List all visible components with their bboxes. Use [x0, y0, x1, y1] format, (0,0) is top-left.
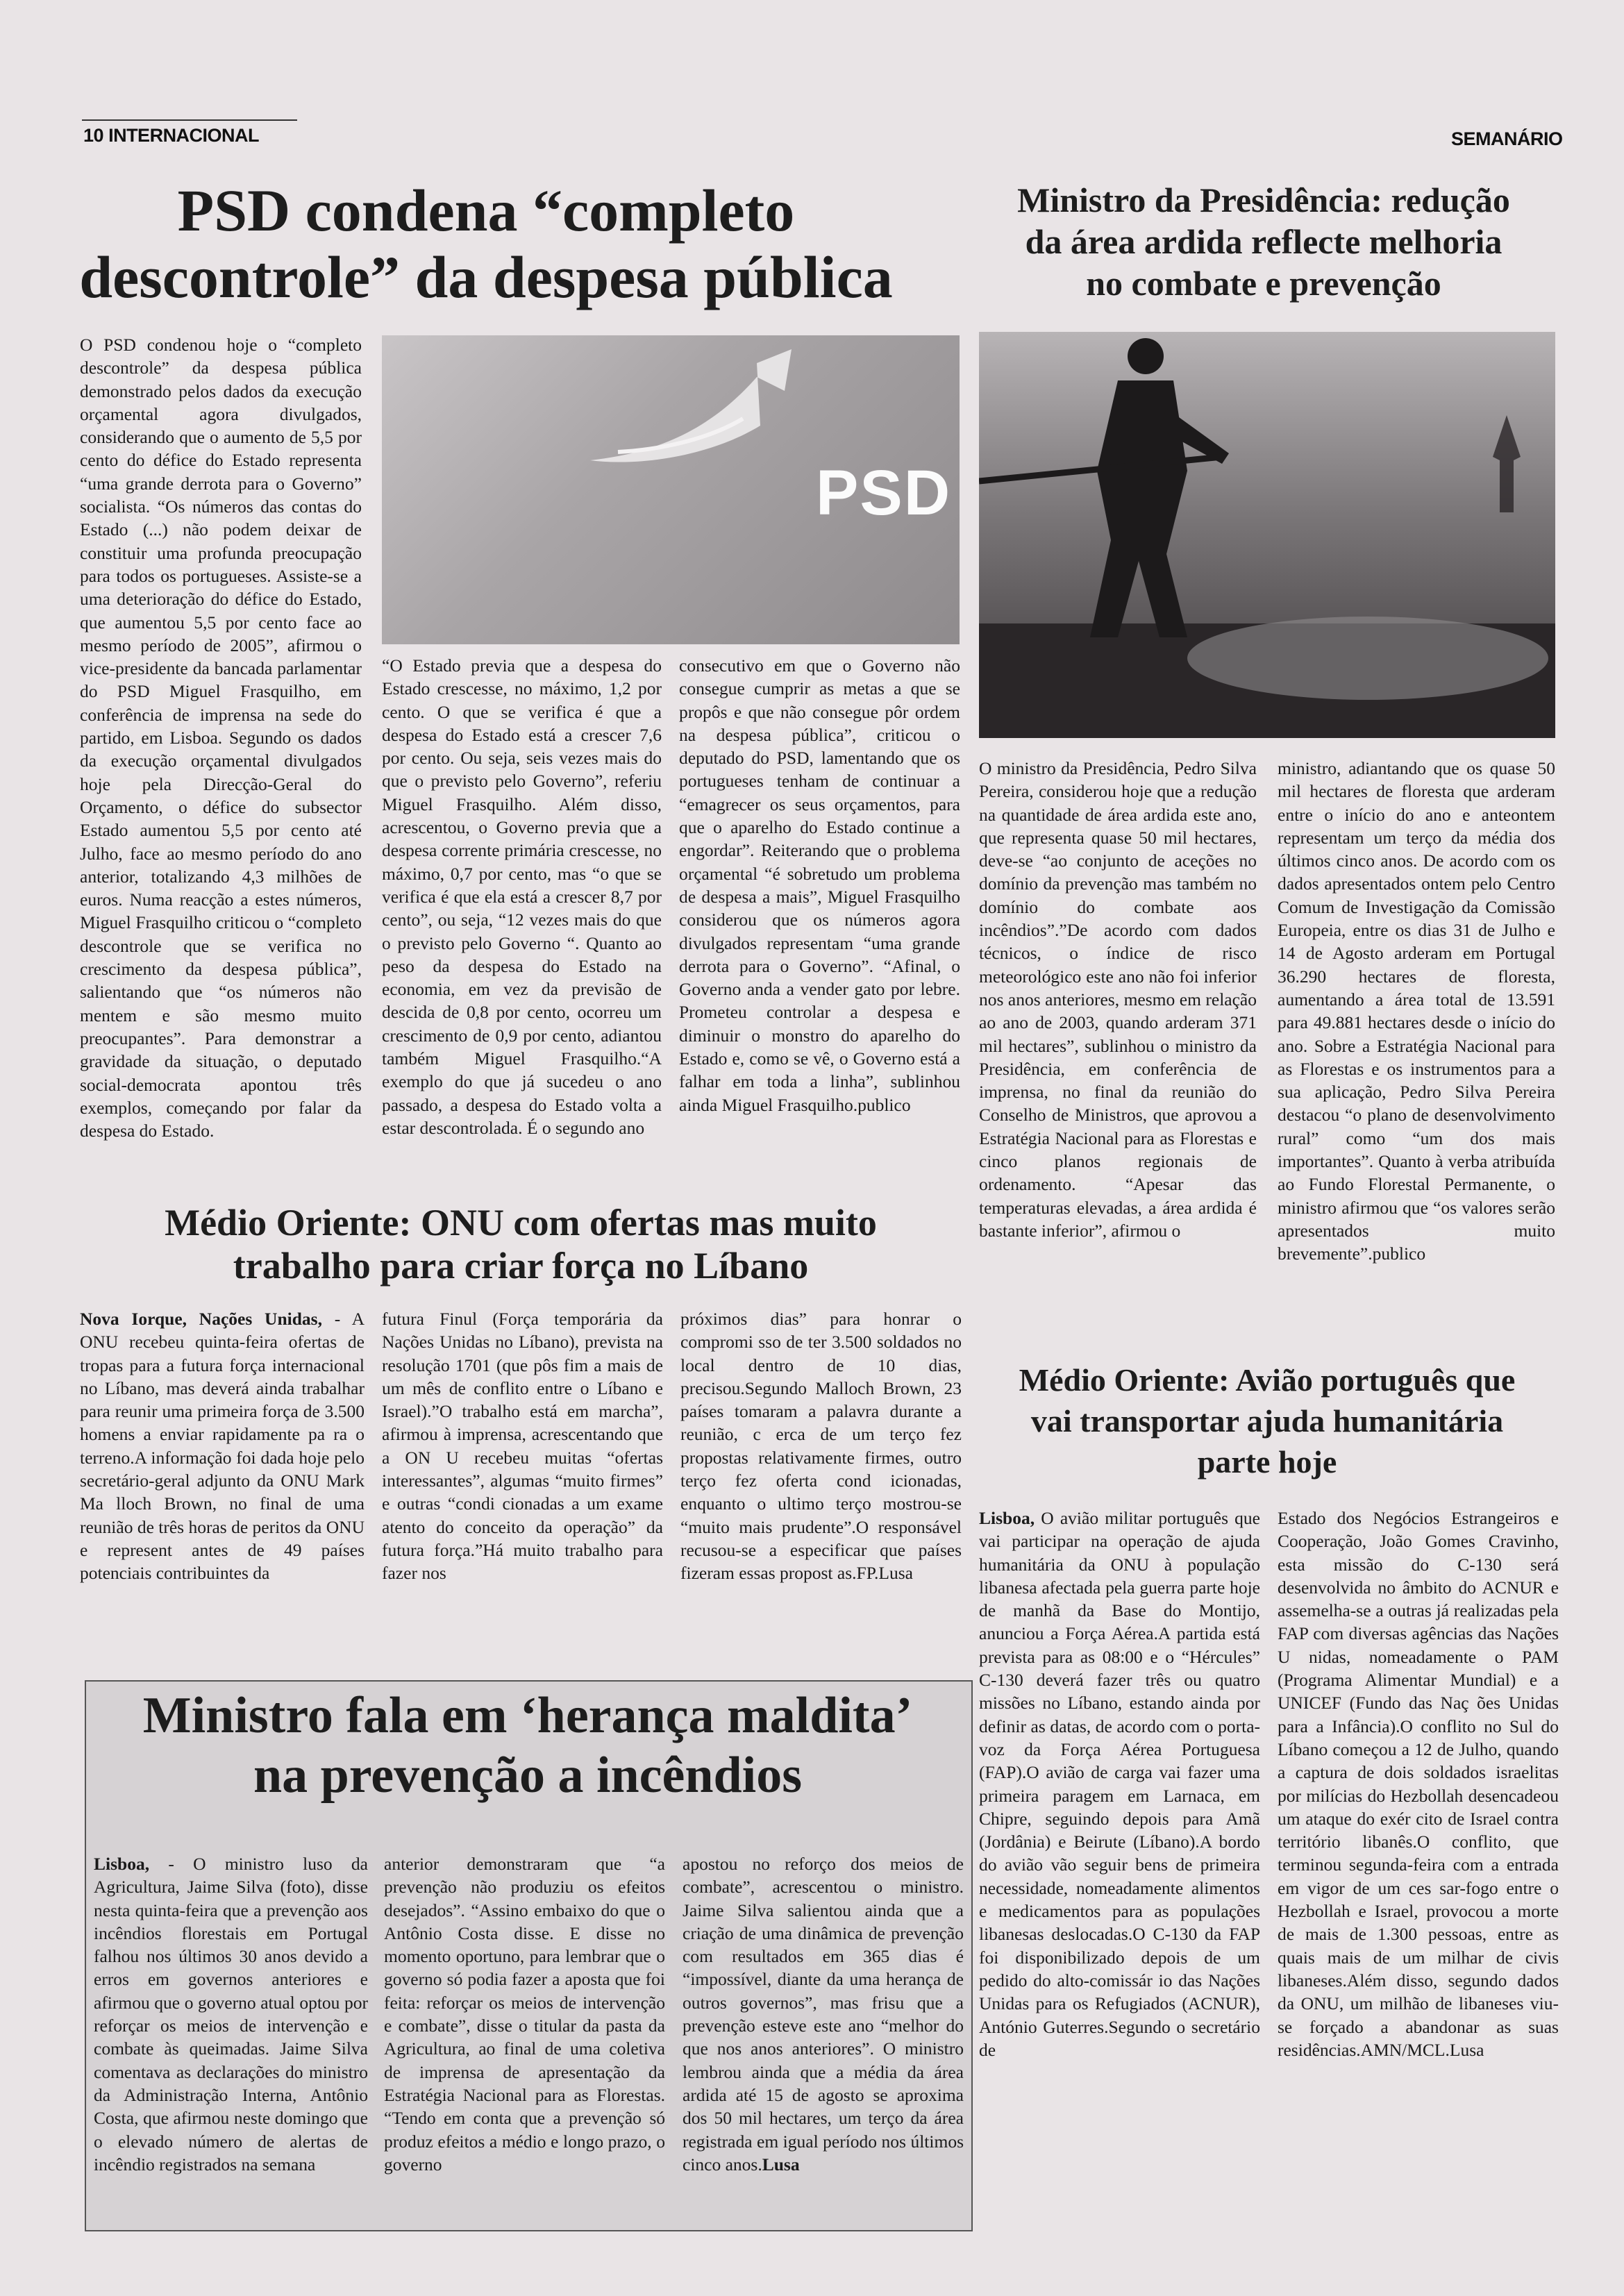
aviao-column-2: Estado dos Negócios Estrangeiros e Cooperação, João Gomes Cravinho, esta missão do C-130 será desenvolvida no âmbito do ACNUR e assemelha-se a outras já realizadas pela FAP com diversas agências das Nações U nidas, nomeadamente o PAM (Programa Alimentar Mundial) e a UNICEF (Fundo das Naç ões Unidas para a Infância).O conflito no Sul do Líbano começou a 12 de Julho, quando a captura de dois soldados israelitas por milícias do Hezbollah desencadeou um ataque do exér cito de Israel contra território libanês.O conflito, que terminou segunda-feira com a entrada em vigor de um ces sar-fogo entre o Hezbollah e Israel, provocou a morte de mais de 1.300 pessoas, entre as quais mais de um milhar de civis libaneses.Além disso, segundo dados da ONU, um milhão de libaneses viu-se forçado a abandonar as suas residências.AMN/MCL.Lusa [1278, 1508, 1559, 2060]
publication-name: SEMANÁRIO [1451, 128, 1563, 149]
aviao-headline: Médio Oriente: Avião português que vai transportar ajuda humanitária parte hoje [1019, 1362, 1516, 1480]
heranca-signoff: Lusa [762, 2154, 800, 2175]
page-number: 10 [83, 125, 104, 146]
heranca-headline: Ministro fala em ‘herança maldita’ na prevenção a incêndios [142, 1687, 913, 1804]
presidencia-column-1: O ministro da Presidência, Pedro Silva Pereira, considerou hoje que a redução na quantidade de área ardida este ano, que representa quase 50 mil hectares, deve-se “ao conjunto de aceções no domínio da prevenção mas também no domínio do combate aos incêndios”.”De acordo com dados técnicos, o índice de risco meteorológico este ano não foi inferior nos anos anteriores, mesmo em relação ao ano de 2003, quando arderam 371 mil hectares”, sublinhou o ministro da Presidência, em conferência de imprensa, no final da reunião do Conselho de Ministros, que aprovou a Estratégia Nacional para as Florestas e cinco planos regionais de ordenamento. “Apesar das temperaturas elevadas, a área ardida é bastante inferior”, afirmou o [979, 758, 1257, 1241]
psd-column-2: “O Estado previa que a despesa do Estado crescesse, no máximo, 1,2 por cento. O que se verifica é que a despesa do Estado está a crescer 7,6 por cento. Ou seja, seis vezes mais do que o previsto pelo Governo”, referiu Miguel Frasquilho. Além disso, acrescentou, o Governo previa que a despesa corrente primária crescesse, no máximo, 0,7 por cento, mas “o que se verifica é que ela está a crescer 8,7 por cento”, ou seja, “12 vezes mais do que o previsto pelo Governo “. Quanto ao peso da despesa do Estado na economia, em vez da previsão de descida de 0,8 por cento, ocorreu um crescimento de 0,9 por cento, adiantou também Miguel Frasquilho.“A exemplo do que já sucedeu o ano passado, a despesa do Estado volta a estar descontrolada. É o segundo ano [382, 655, 662, 1138]
aviao-dateline: Lisboa, [979, 1508, 1035, 1528]
page-number-section [83, 125, 259, 146]
aviao-column-1: Lisboa, O avião militar português que vai participar na operação de ajuda humanitária da ONU à população libanesa afectada pela guerra parte hoje de manhã da Base do Montijo, anunciou a Força Aérea.A partida está prevista para as 08:00 e o “Hércules” C-130 deverá fazer três ou quatro missões no Líbano, estando ainda por definir as datas, de acordo com o porta-voz da Força Aérea Portuguesa (FAP).O avião de carga vai fazer uma primeira paragem em Larnaca, em Chipre, seguindo depois para Amã (Jordânia) e Beirute (Líbano).A bordo do avião vão seguir bens de primeira necessidade, nomeadamente alimentos e medicamentos para as populações libanesas deslocadas.O C-130 da FAP foi disponibilizado depois de um pedido do alto-comissár io das Nações Unidas para os Refugiados (ACNUR), António Guterres.Segundo o secretário de [979, 1508, 1260, 2060]
heranca-column-1: Lisboa, - O ministro luso da Agricultura, Jaime Silva (foto), disse nesta quinta-feira que a prevenção aos incêndios florestais em Portugal falhou nos últimos 30 anos devido a erros em governos anteriores e afirmou que o governo atual optou por reforçar os meios de intervenção e combate às queimadas. Jaime Silva comentava as declarações do ministro da Administração Interna, Antônio Costa, que afirmou neste domingo que o elevado número de alertas de incêndio registrados na semana [94, 1854, 368, 2175]
heranca-column-3: apostou no reforço dos meios de combate”, acrescentou o ministro. Jaime Silva salientou ainda que a criação de uma dinâmica de prevenção com resultados em 365 dias é “impossível, diante da uma herança de outros governos”, mas frisu que a prevenção esteve este ano “melhor do que nos anos anteriores”. O ministro lembrou ainda que a média da área ardida até 15 de agosto se aproxima dos 50 mil hectares, um terço da área registrada em igual período nos últimos cinco anos.Lusa [683, 1854, 964, 2175]
presidencia-headline: Ministro da Presidência: redução da área ardida reflecte melhoria no combate e prevenção [1017, 181, 1510, 303]
psd-headline-line1: PSD condena “completo [177, 177, 795, 244]
section-label: INTERNACIONAL [108, 125, 260, 146]
header-rule [82, 119, 297, 121]
onu-column-1: Nova Iorque, Nações Unidas, - A ONU recebeu quinta-feira ofertas de tropas para a futura força internacional no Líbano, mas deverá ainda trabalhar para reunir uma primeira força de 3.500 homens a enviar rapidamente pa ra o terreno.A informação foi dada hoje pelo secretário-geral adjunto da ONU Mark Ma lloch Brown, no final de uma reunião de três horas de peritos da ONU e represent antes de 49 países potenciais contribuintes da [80, 1309, 365, 1584]
onu-dateline: Nova Iorque, Nações Unidas, [80, 1309, 322, 1329]
presidencia-column-2: ministro, adiantando que os quase 50 mil hectares de floresta que arderam entre o início do ano e anteontem representam um terço da média dos últimos cinco anos. De acordo com os dados apresentados ontem pelo Centro Comum de Investigação da Comissão Europeia, entre os dias 31 de Julho e 14 de Agosto arderam em Portugal 36.290 hectares de floresta, aumentando a área total de 13.591 para 49.881 hectares desde o início do ano. Sobre a Estratégia Nacional para as Florestas e os instrumentos para a sua aplicação, Pedro Silva Pereira destacou “o plano de desenvolvimento rural” como “um dos mais importantes”. Quanto à verba atribuída ao Fundo Florestal Permanente, o ministro afirmou que “os valores serão apresentados muito brevemente”.publico [1278, 758, 1555, 1264]
psd-column-1: O PSD condenou hoje o “completo descontrole” da despesa pública demonstrado pelos dados da execução orçamental agora divulgados, considerando que o aumento de 5,5 por cento do défice do Estado representa “uma grande derrota para o Governo” socialista. “Os números das contas do Estado (...) não podem deixar de constituir uma profunda preocupação para todos os portugueses. Assiste-se a uma deterioração do défice do Estado, que aumentou 5,5 por cento face ao mesmo período de 2005”, afirmou o vice-presidente da bancada parlamentar do PSD Miguel Frasquilho, em conferência de imprensa na sede do partido, em Lisboa. Segundo os dados da execução orçamental divulgados hoje pela Direcção-Geral do Orçamento, o défice do subsector Estado aumentou 5,5 por cento até Julho, face ao mesmo período do ano anterior, totalizando 4,3 milhões de euros. Numa reacção a estes números, Miguel Frasquilho criticou o “completo descontrole que se verifica no crescimento da despesa pública”, salientando que “os números não mentem e são mesmo muito preocupantes”. Para demonstrar a gravidade da situação, o deputado social-democrata apontou três exemplos, começando por falar da despesa do Estado. [80, 335, 362, 1141]
onu-column-3: próximos dias” para honrar o compromi sso de ter 3.500 soldados no local dentro de 10 dias, precisou.Segundo Malloch Brown, 23 países tomaram a palavra durante a reunião, c erca de um terço fez propostas relativamente firmes, outro terço fez oferta cond icionadas, enquanto o ultimo terço mostrou-se “muito mais prudente”.O responsável recusou-se a especificar que países fizeram essas propost as.FP.Lusa [680, 1309, 962, 1584]
onu-headline: Médio Oriente: ONU com ofertas mas muito trabalho para criar força no Líbano [165, 1202, 877, 1287]
firefighter-photo [979, 332, 1555, 738]
psd-logo-image [382, 335, 960, 644]
heranca-dateline: Lisboa, [94, 1854, 150, 1874]
onu-column-2: futura Finul (Força temporária da Nações Unidas no Líbano), prevista na resolução 1701 (que pôs fim a mais de um mês de conflito entre o Líbano e Israel).”O trabalho está em marcha”, afirmou à imprensa, acrescentando que a ON U recebeu muitas “ofertas interessantes”, algumas “muito firmes” e outras “condi cionadas a um exame atento do conceito da operação” da futura força.”Há muito trabalho para fazer nos [382, 1309, 663, 1584]
psd-headline [76, 177, 896, 311]
psd-column-3: consecutivo em que o Governo não consegue cumprir as metas a que se propôs e que não consegue pôr ordem na despesa pública”, criticou o deputado do PSD, lamentando que os portugueses tenham de continuar a “emagrecer os seus orçamentos, para que o aparelho do Estado continue a engordar”. Reiterando que o problema orçamental “é sobretudo um problema de despesa a mais”, Miguel Frasquilho considerou que os números agora divulgados representam “uma grande derrota para o Governo”. “Afinal, o Governo anda a vender gato por lebre. Prometeu controlar a despesa e diminuir o monstro do aparelho do Estado e, como se vê, o Governo está a falhar em toda a linha”, sublinhou ainda Miguel Frasquilho.publico [679, 655, 960, 1115]
psd-logo-text: PSD [816, 458, 952, 528]
firefighter-silhouette-icon [979, 332, 1555, 738]
psd-headline-line2: descontrole” da despesa pública [79, 244, 893, 311]
heranca-column-2: anterior demonstraram que “a prevenção não produziu os efeitos desejados”. “Assino embaixo do que o Antônio Costa disse. E disse no momento oportuno, para lembrar que o governo só podia fazer a aposta que foi feita: reforçar os meios de intervenção e combate”, disse o titular da pasta da Agricultura, ao final de uma coletiva de imprensa de apresentação da Estratégia Nacional para as Florestas. “Tendo em conta que a prevenção só produz efeitos a médio e longo prazo, o governo [384, 1854, 665, 2175]
